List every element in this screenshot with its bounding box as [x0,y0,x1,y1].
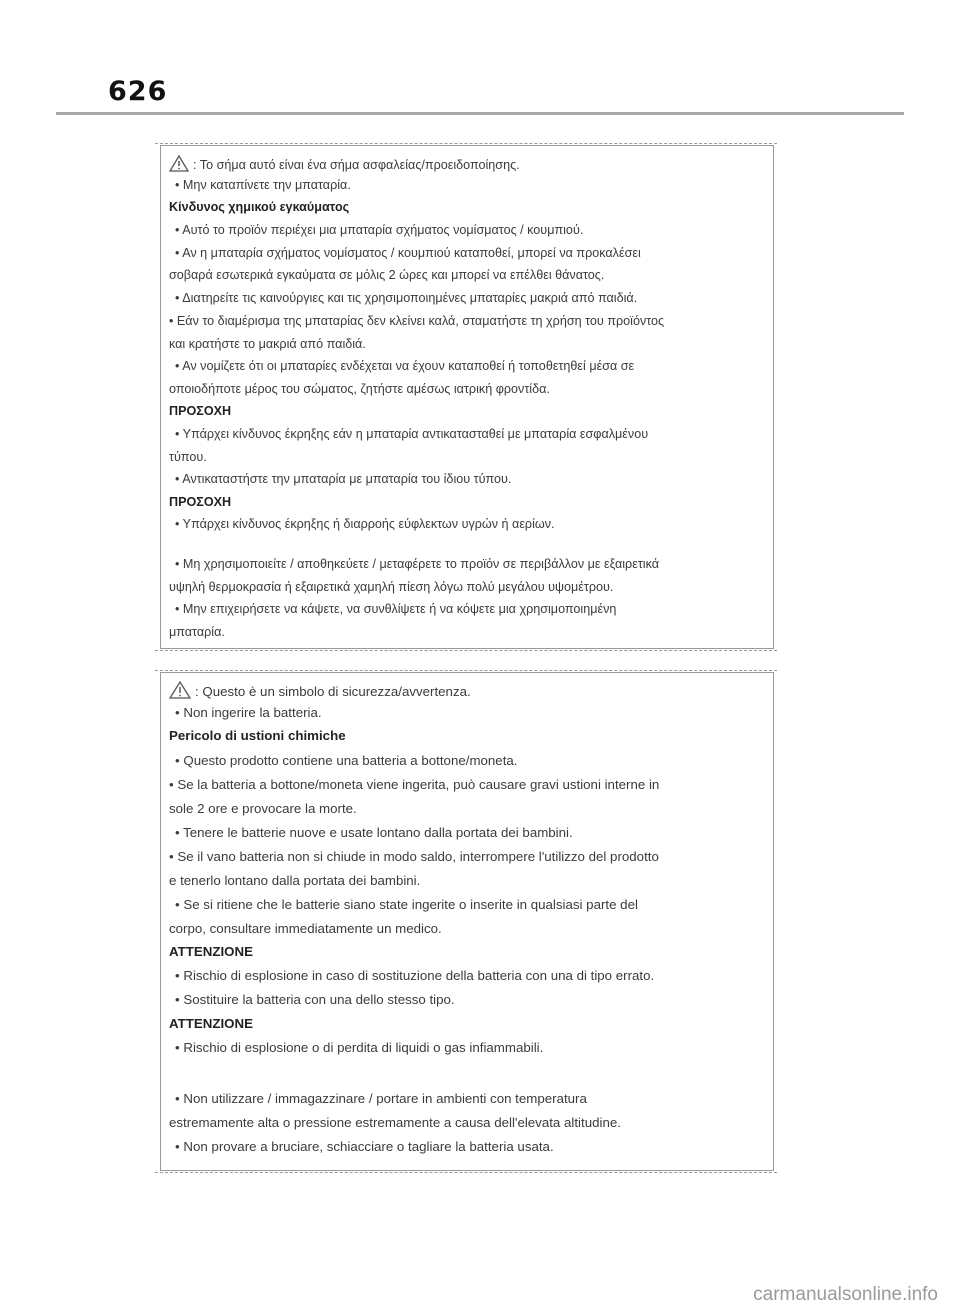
italian-warning-box [160,672,774,1171]
greek-line: • Αντικαταστήστε την μπαταρία με μπαταρία του ίδιου τύπου. [175,472,512,486]
greek-heading-caution: ΠΡΟΣΟΧΗ [169,495,232,509]
italian-line: • Se il vano batteria non si chiude in modo saldo, interrompere l'utilizzo del prodotto [169,849,659,864]
greek-line: • Αυτό το προϊόν περιέχει μια μπαταρία σχήματος νομίσματος / κουμπιού. [175,223,584,237]
greek-line: σοβαρά εσωτερικά εγκαύματα σε μόλις 2 ώρες και μπορεί να επέλθει θάνατος. [169,268,605,282]
greek-line: • Μην επιχειρήσετε να κάψετε, να συνθλίψετε ή να κόψετε μια χρησιμοποιημένη [175,602,617,616]
italian-line: • Non utilizzare / immagazzinare / portare in ambienti con temperatura [175,1091,587,1106]
greek-line: • Αν η μπαταρία σχήματος νομίσματος / κουμπιού καταποθεί, μπορεί να προκαλέσει [175,246,641,260]
greek-line: οποιοδήποτε μέρος του σώματος, ζητήστε αμέσως ιατρική φροντίδα. [169,382,550,396]
header-rule [56,112,904,115]
italian-line: • Se la batteria a bottone/moneta viene ingerita, può causare gravi ustioni interne in [169,777,660,792]
page-number: 626 [108,76,168,107]
italian-heading: Pericolo di ustioni chimiche [169,728,346,743]
italian-line: • Rischio di esplosione in caso di sostituzione della batteria con una di tipo errato. [175,968,655,983]
greek-warning-box [160,145,774,649]
greek-line: τύπου. [169,450,207,464]
greek-line: • Εάν το διαμέρισμα της μπαταρίας δεν κλείνει καλά, σταματήστε τη χρήση του προϊόντος [169,314,665,328]
greek-line: • Διατηρείτε τις καινούργιες και τις χρησιμοποιημένες μπαταρίες μακριά από παιδιά. [175,291,638,305]
italian-warning-symbol-line [169,681,471,702]
italian-line: • Sostituire la batteria con una dello stesso tipo. [175,992,455,1007]
greek-warning-text: : Το σήμα αυτό είναι ένα σήμα ασφαλείας/προειδοποίησης. [193,158,520,172]
italian-heading-attention: ATTENZIONE [169,1016,253,1031]
warning-triangle-icon [169,681,191,702]
italian-line: • Questo prodotto contiene una batteria a bottone/moneta. [175,753,518,768]
italian-line: corpo, consultare immediatamente un medico. [169,921,442,936]
italian-line: e tenerlo lontano dalla portata dei bambini. [169,873,421,888]
greek-heading: Κίνδυνος χημικού εγκαύματος [169,200,350,214]
italian-heading-attention: ATTENZIONE [169,944,253,959]
italian-line: sole 2 ore e provocare la morte. [169,801,357,816]
greek-line: και κρατήστε το μακριά από παιδιά. [169,337,366,351]
greek-warning-symbol-line [169,155,520,175]
greek-line: υψηλή θερμοκρασία ή εξαιρετικά χαμηλή πίεση λόγω πολύ μεγάλου υψομέτρου. [169,580,614,594]
italian-line: • Rischio di esplosione o di perdita di liquidi o gas infiammabili. [175,1040,544,1055]
greek-line: μπαταρία. [169,625,225,639]
warning-triangle-icon [169,155,189,175]
greek-line: • Υπάρχει κίνδυνος έκρηξης εάν η μπαταρία αντικατασταθεί με μπαταρία εσφαλμένου [175,427,649,441]
italian-line: estremamente alta o pressione estremamente a causa dell'elevata altitudine. [169,1115,621,1130]
greek-line: • Υπάρχει κίνδυνος έκρηξης ή διαρροής εύφλεκτων υγρών ή αερίων. [175,517,555,531]
italian-line: • Se si ritiene che le batterie siano state ingerite o inserite in qualsiasi parte del [175,897,638,912]
greek-line: • Μη χρησιμοποιείτε / αποθηκεύετε / μεταφέρετε το προϊόν σε περιβάλλον με εξαιρετικά [175,557,660,571]
italian-line: • Non ingerire la batteria. [175,705,322,720]
greek-line: • Αν νομίζετε ότι οι μπαταρίες ενδέχεται να έχουν καταποθεί ή τοποθετηθεί μέσα σε [175,359,635,373]
italian-line: • Non provare a bruciare, schiacciare o tagliare la batteria usata. [175,1139,554,1154]
italian-warning-text: : Questo è un simbolo di sicurezza/avvertenza. [195,684,471,699]
italian-line: • Tenere le batterie nuove e usate lontano dalla portata dei bambini. [175,825,573,840]
watermark-link[interactable]: carmanualsonline.info [753,1284,938,1305]
greek-line: • Μην καταπίνετε την μπαταρία. [175,178,351,192]
greek-heading-caution: ΠΡΟΣΟΧΗ [169,404,232,418]
